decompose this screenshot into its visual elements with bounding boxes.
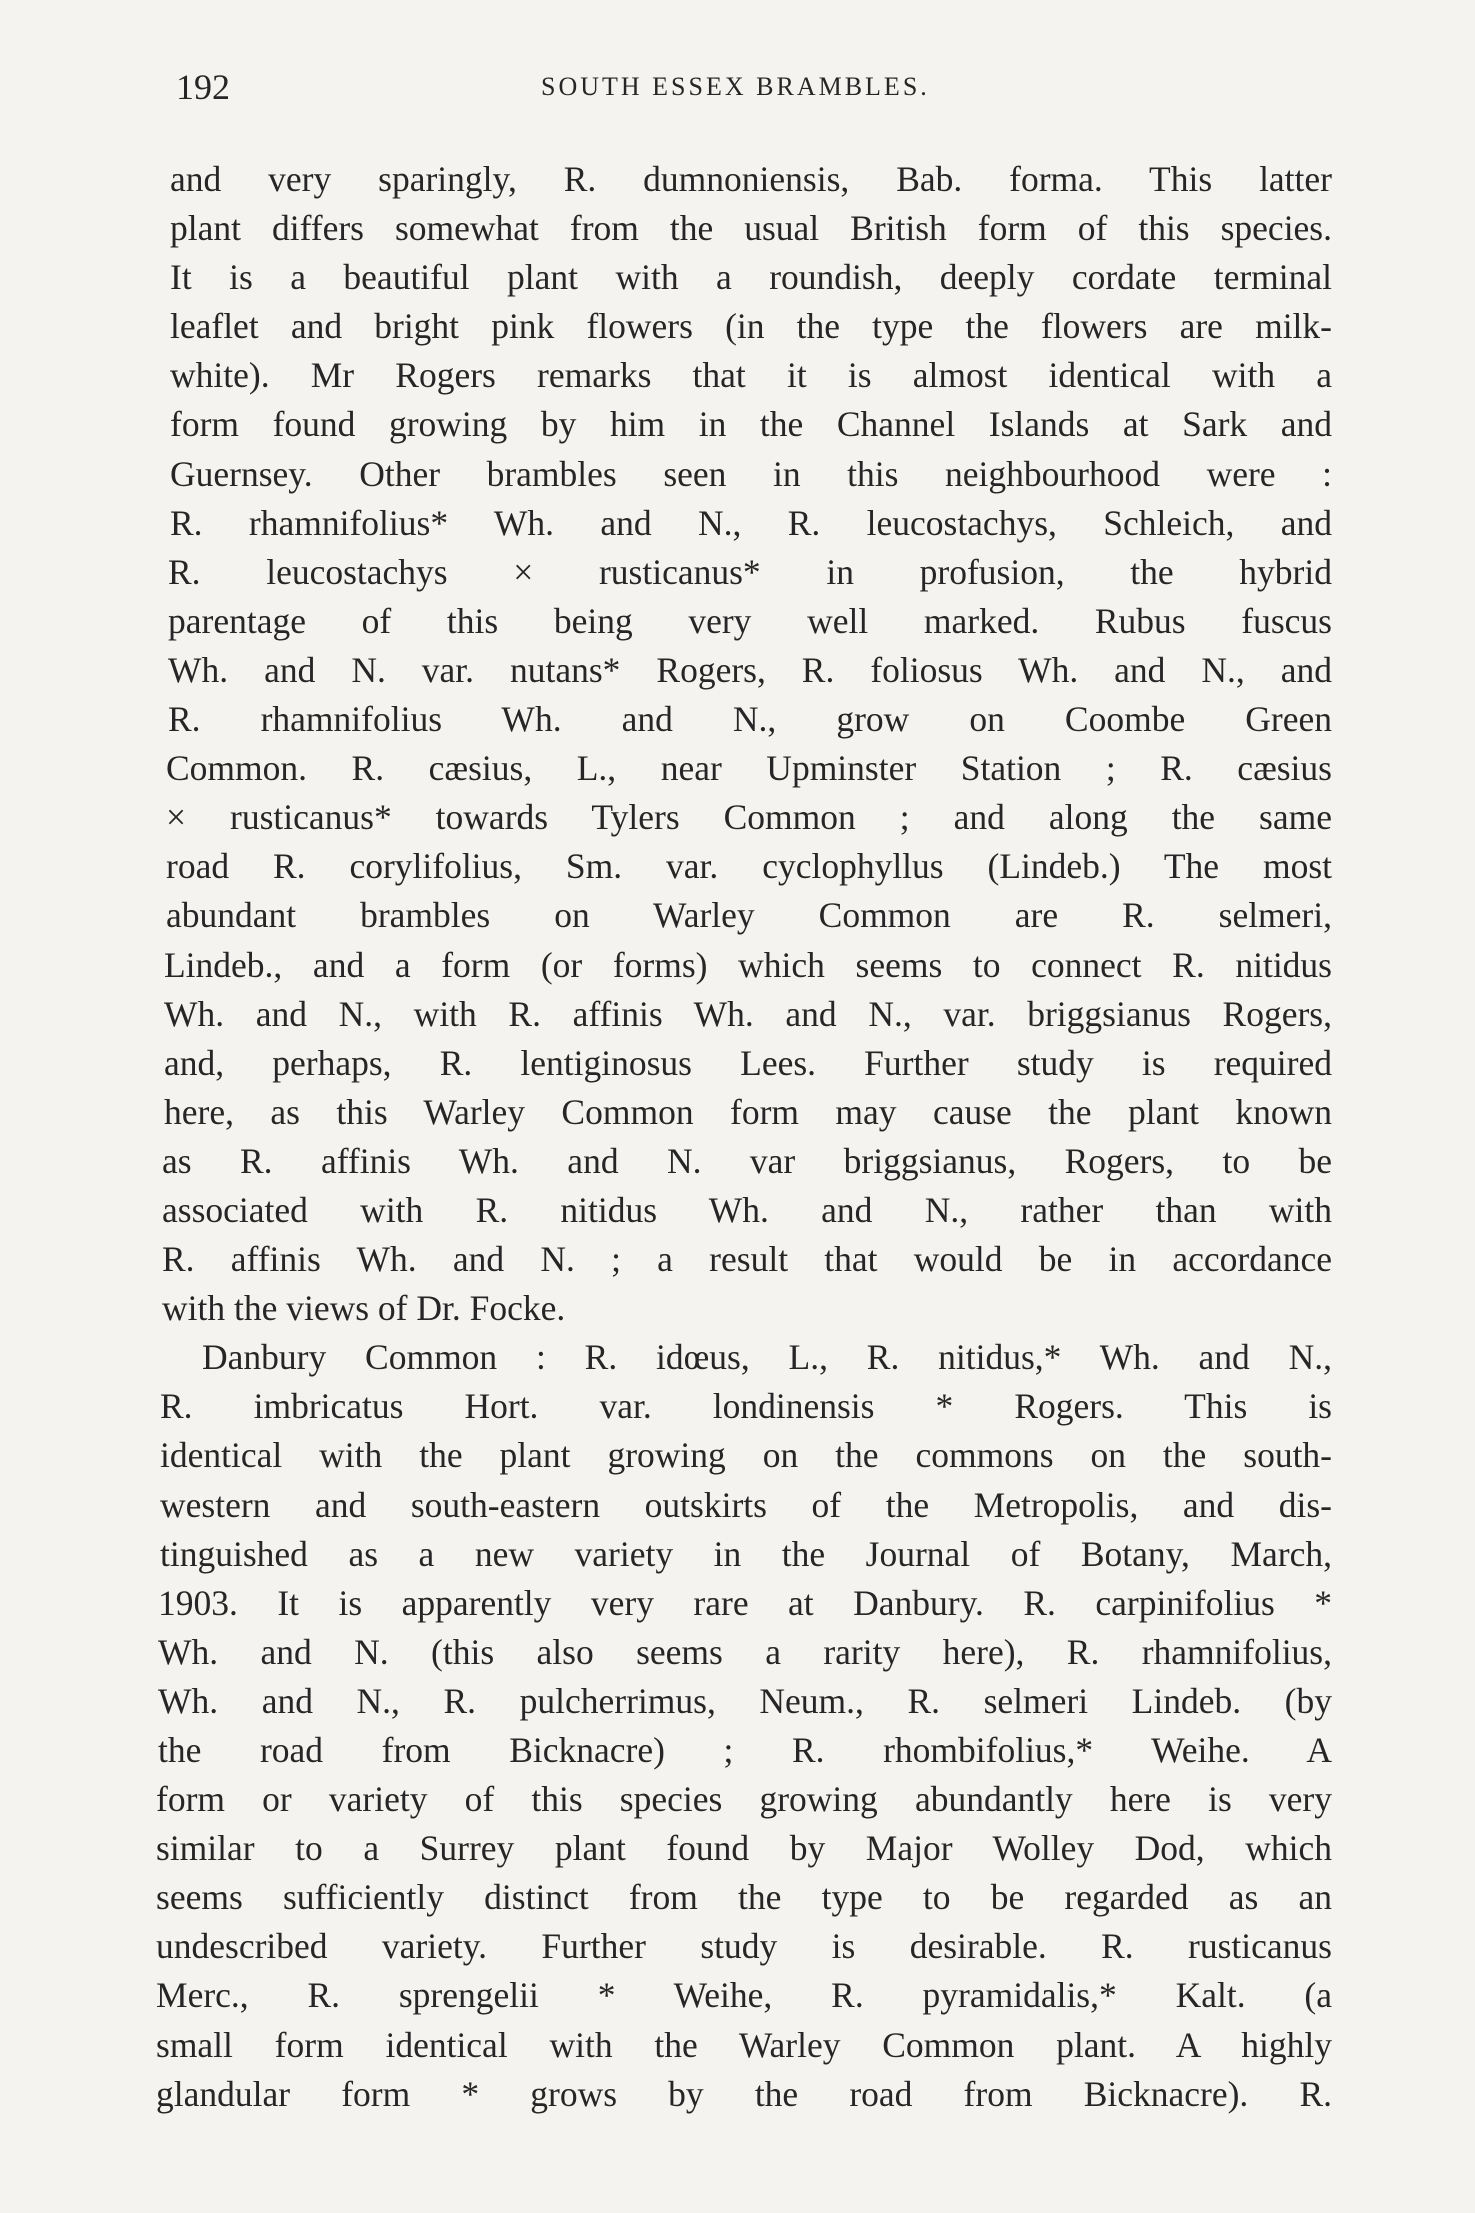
text-line: R. leucostachys × rusticanus* in profusion, the hybrid [168,551,1332,592]
text-line: Wh. and N., R. pulcherrimus, Neum., R. selmeri Lindeb. (by [158,1680,1332,1721]
text-line: undescribed variety. Further study is desirable. R. rusticanus [156,1926,1332,1967]
text-line: Lindeb., and a form (or forms) which seems to connect R. nitidus [164,944,1332,985]
text-line: road R. corylifolius, Sm. var. cyclophyllus (Lindeb.) The most [166,846,1332,887]
text-line: R. imbricatus Hort. var. londinensis * Rogers. This is [160,1386,1332,1427]
text-line: parentage of this being very well marked. Rubus fuscus [168,600,1332,641]
text-line: here, as this Warley Common form may cause the plant known [164,1091,1332,1132]
text-line: and, perhaps, R. lentiginosus Lees. Further study is required [164,1042,1332,1083]
text-line: with the views of Dr. Focke. [162,1288,566,1329]
text-line: Danbury Common : R. idœus, L., R. nitidus,* Wh. and N., [202,1337,1332,1378]
page-number: 192 [176,67,230,107]
text-line: R. affinis Wh. and N. ; a result that would be in accordance [162,1239,1332,1280]
text-line: Merc., R. sprengelii * Weihe, R. pyramidalis,* Kalt. (a [156,1975,1332,2016]
text-line: tinguished as a new variety in the Journal of Botany, March, [160,1533,1332,1574]
text-line: It is a beautiful plant with a roundish, deeply cordate terminal [170,257,1332,298]
page-header [176,66,1336,116]
text-line: abundant brambles on Warley Common are R. selmeri, [166,895,1332,936]
text-line: 1903. It is apparently very rare at Danbury. R. carpinifolius * [158,1582,1332,1623]
text-line: form found growing by him in the Channel Islands at Sark and [170,404,1332,445]
text-line: similar to a Surrey plant found by Major Wolley Dod, which [156,1828,1332,1869]
text-line: Common. R. cæsius, L., near Upminster Station ; R. cæsius [166,748,1332,789]
text-line: associated with R. nitidus Wh. and N., rather than with [162,1189,1332,1230]
text-line: R. rhamnifolius Wh. and N., grow on Coombe Green [168,699,1332,740]
running-head: SOUTH ESSEX BRAMBLES. [541,72,930,101]
text-line: as R. affinis Wh. and N. var briggsianus, Rogers, to be [162,1140,1332,1181]
text-line: Guernsey. Other brambles seen in this neighbourhood were : [170,453,1332,494]
text-line: small form identical with the Warley Common plant. A highly [156,2024,1332,2065]
text-line: × rusticanus* towards Tylers Common ; and along the same [166,797,1332,838]
text-line: identical with the plant growing on the commons on the south- [160,1435,1332,1476]
text-line: and very sparingly, R. dumnoniensis, Bab. forma. This latter [170,159,1332,199]
text-line: leaflet and bright pink flowers (in the type the flowers are milk- [170,306,1332,347]
text-line: Wh. and N. (this also seems a rarity here), R. rhamnifolius, [158,1631,1332,1672]
text-line: Wh. and N. var. nutans* Rogers, R. foliosus Wh. and N., and [168,649,1332,690]
text-line: the road from Bicknacre) ; R. rhombifolius,* Weihe. A [158,1730,1332,1770]
text-line: R. rhamnifolius* Wh. and N., R. leucostachys, Schleich, and [170,502,1332,543]
text-line: western and south-eastern outskirts of the Metropolis, and dis- [160,1484,1332,1525]
text-line: white). Mr Rogers remarks that it is almost identical with a [170,355,1332,396]
text-line: Wh. and N., with R. affinis Wh. and N., var. briggsianus Rogers, [164,993,1332,1034]
text-line: form or variety of this species growing abundantly here is very [156,1779,1332,1820]
text-line: seems sufficiently distinct from the type to be regarded as an [156,1877,1332,1918]
body-text [156,155,1332,2119]
text-line: glandular form * grows by the road from Bicknacre). R. [156,2073,1332,2114]
text-line: plant differs somewhat from the usual British form of this species. [170,208,1332,249]
